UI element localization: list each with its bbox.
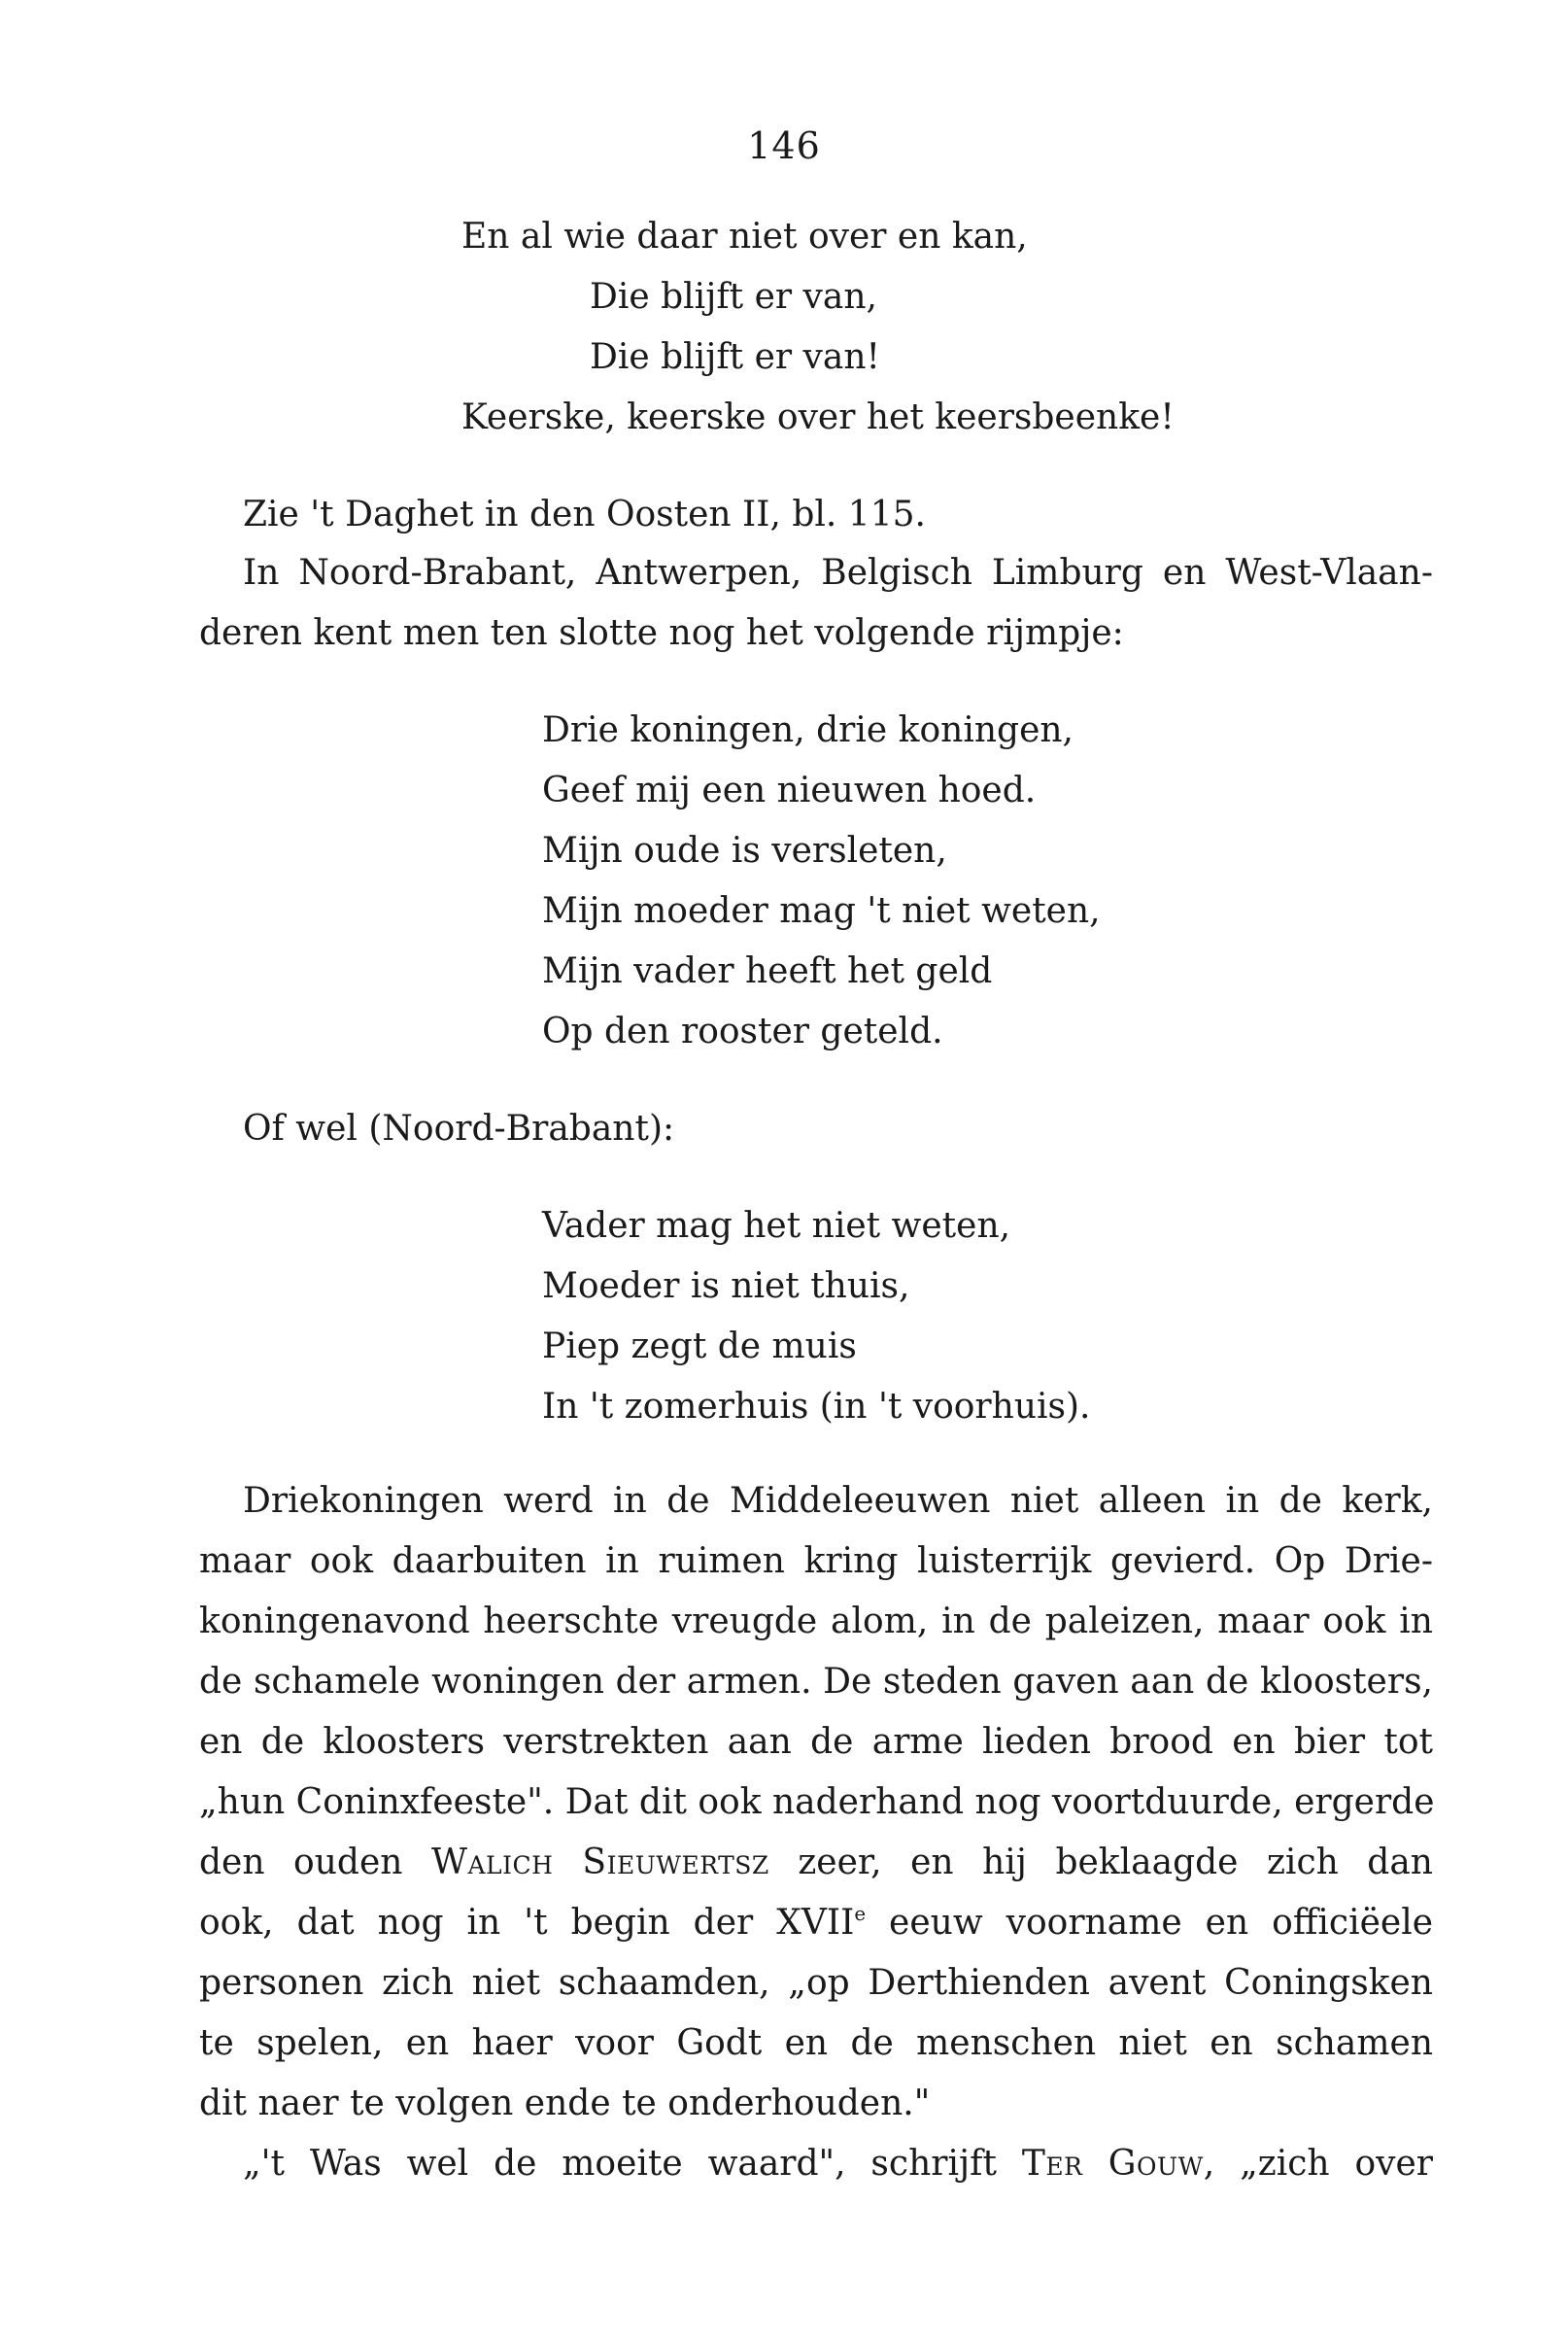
paragraph-line-3: koningenavond heerschte vreugde alom, in de paleizen, maar ook in bbox=[199, 1602, 1433, 1641]
stanza2-line-4: Mijn moeder mag 't niet weten, bbox=[542, 891, 1101, 931]
paragraph-line-11: dit naer te volgen ende te onderhouden." bbox=[199, 2084, 931, 2123]
stanza2-line-2: Geef mij een nieuwen hoed. bbox=[542, 771, 1037, 810]
paragraph-line-10: te spelen, en haer voor Godt en de menschen niet en schamen bbox=[199, 2023, 1433, 2063]
author-name-ter-gouw: Ter Gouw bbox=[1021, 2144, 1204, 2184]
stanza2-line-3: Mijn oude is versleten, bbox=[542, 831, 947, 871]
stanza2-line-1: Drie koningen, drie koningen, bbox=[542, 710, 1074, 750]
stanza1-line-3: Die blijft er van! bbox=[590, 337, 881, 377]
century-superscript: e bbox=[854, 1903, 867, 1926]
source-reference: Zie 't Daghet in den Oosten II, bl. 115. bbox=[243, 495, 926, 534]
variant-intro: Of wel (Noord-Brabant): bbox=[243, 1109, 675, 1149]
final-line bbox=[243, 2144, 1433, 2184]
paragraph-line-7 bbox=[199, 1845, 1433, 1880]
final-line-after: , „zich over bbox=[1203, 2144, 1433, 2184]
stanza3-line-4: In 't zomerhuis (in 't voorhuis). bbox=[542, 1387, 1091, 1427]
paragraph-line-8-before: ook, dat nog in 't begin der XVII bbox=[199, 1903, 855, 1943]
paragraph-line-2: maar ook daarbuiten in ruimen kring luisterrijk gevierd. Op Drie- bbox=[199, 1541, 1433, 1581]
paragraph-line-7-before: den ouden bbox=[199, 1843, 403, 1882]
paragraph-line-9: personen zich niet schaamden, „op Derthienden avent Coningsken bbox=[199, 1963, 1433, 2003]
stanza2-line-6: Op den rooster geteld. bbox=[542, 1012, 943, 1051]
paragraph-line-6: „hun Coninxfeeste". Dat dit ook naderhand nog voortduurde, ergerde bbox=[199, 1782, 1435, 1822]
final-line-before: „'t Was wel de moeite waard", schrijft bbox=[243, 2144, 997, 2184]
stanza1-line-2: Die blijft er van, bbox=[590, 277, 877, 317]
page-number: 146 bbox=[747, 124, 821, 167]
paragraph-line-4: de schamele woningen der armen. De steden gaven aan de kloosters, bbox=[199, 1662, 1433, 1702]
stanza2-line-5: Mijn vader heeft het geld bbox=[542, 951, 993, 991]
stanza1-line-1: En al wie daar niet over en kan, bbox=[461, 217, 1028, 257]
paragraph-line-1: Driekoningen werd in de Middeleeuwen niet alleen in de kerk, bbox=[243, 1481, 1433, 1521]
stanza1-line-4: Keerske, keerske over het keersbeenke! bbox=[461, 397, 1175, 437]
intro-line-2: deren kent men ten slotte nog het volgende rijmpje: bbox=[199, 613, 1124, 653]
paragraph-line-5: en de kloosters verstrekten aan de arme lieden brood en bier tot bbox=[199, 1722, 1433, 1762]
author-name-walich: Walich Sieuwertsz bbox=[430, 1843, 769, 1882]
stanza3-line-2: Moeder is niet thuis, bbox=[542, 1266, 910, 1306]
intro-line-1: In Noord-Brabant, Antwerpen, Belgisch Limburg en West-Vlaan- bbox=[243, 553, 1433, 593]
paragraph-line-8-after: eeuw voorname en officiëele bbox=[889, 1903, 1434, 1943]
stanza3-line-1: Vader mag het niet weten, bbox=[542, 1206, 1011, 1246]
paragraph-line-7-after: zeer, en hij beklaagde zich dan bbox=[798, 1843, 1433, 1882]
stanza3-line-3: Piep zegt de muis bbox=[542, 1326, 857, 1366]
paragraph-line-8 bbox=[199, 1903, 1434, 1943]
